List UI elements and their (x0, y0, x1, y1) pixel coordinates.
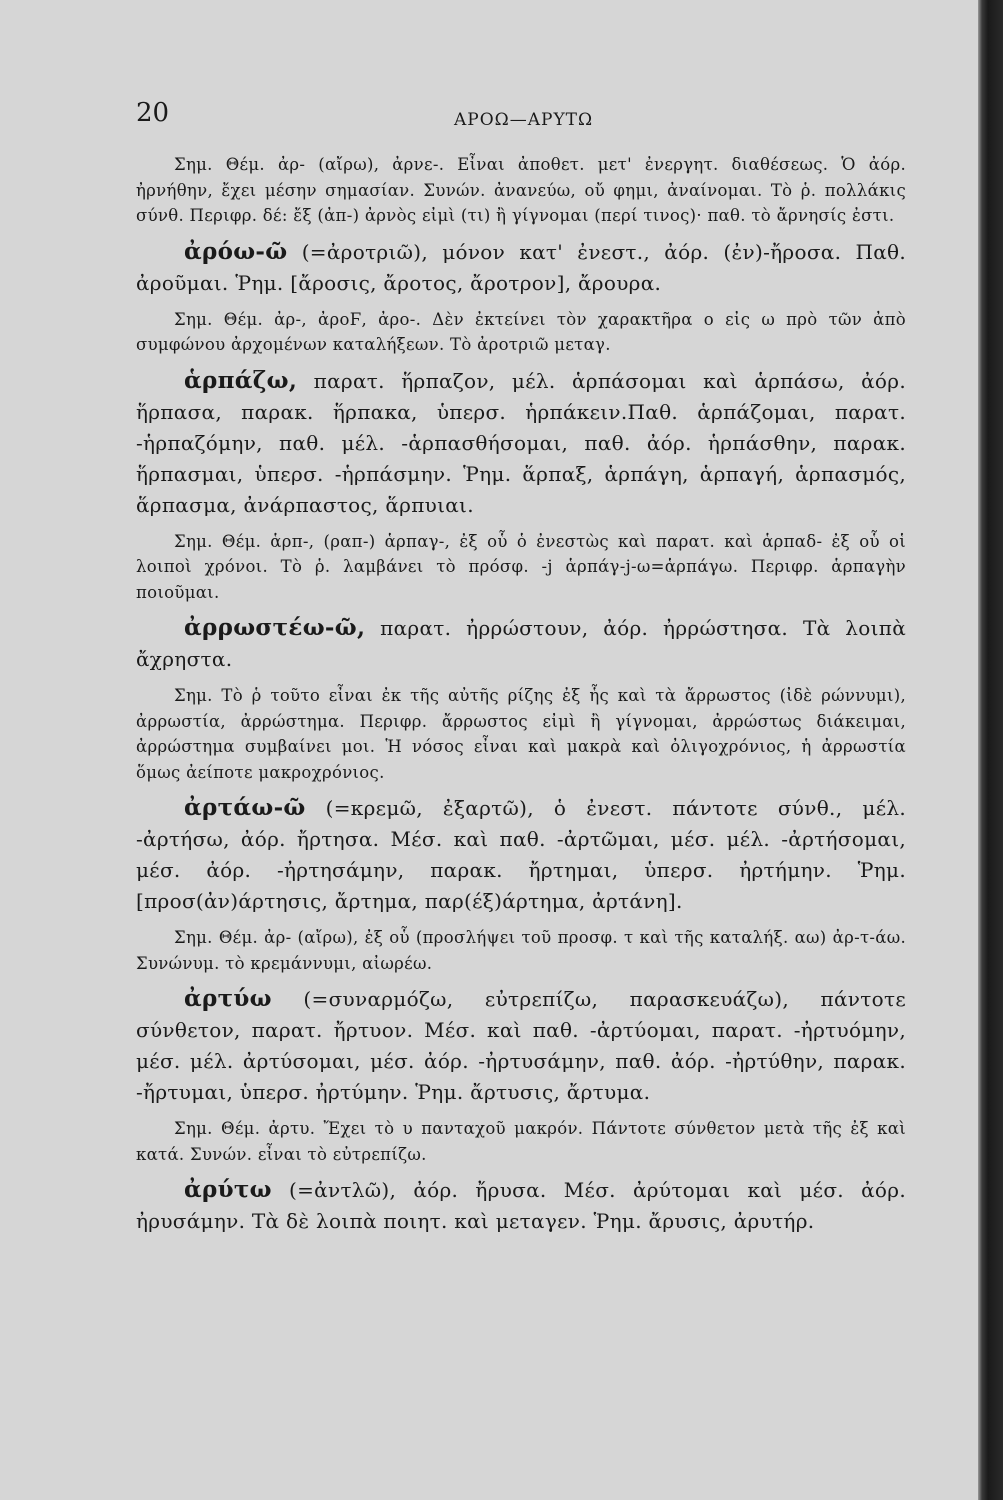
grammar-note (136, 1116, 906, 1167)
entry-text: (=ἀροτριῶ), μόνον κατ' ἐνεστ., ἀόρ. (ἐν)-ἤροσα. Παθ. ἀροῦμαι. Ῥημ. [ἄροσις, ἄροτος, ἄροτρον], ἄρουρα. (136, 239, 906, 295)
headword: ἀρτάω-ῶ (184, 794, 306, 821)
dictionary-content (136, 152, 906, 1237)
grammar-note (136, 925, 906, 976)
dictionary-entry (136, 612, 906, 675)
headword: ἀρτύω (184, 985, 272, 1012)
entry-text: (=συναρμόζω, εὐτρεπίζω, παρασκευάζω), πάντοτε σύνθετον, παρατ. ἤρτυον. Μέσ. καὶ παθ. -ἀρτύομαι, παρατ. -ἠρτυόμην, μέσ. μέλ. ἀρτύσομαι, μέσ. ἀόρ. -ἠρτυσάμην, παθ. ἀόρ. -ἠρτύθην, παρακ. -ἤρτυμαι, ὑπερσ. ἠρτύμην. Ῥημ. ἄρτυσις, ἄρτυμα. (136, 987, 906, 1104)
note-text: Σημ. Τὸ ῥ τοῦτο εἶναι ἐκ τῆς αὐτῆς ρίζης ἐξ ἧς καὶ τὰ ἄρρωστος (ἰδὲ ρώννυμι), ἀρρωστία, ἀρρώστημα. Περιφρ. ἄρρωστος εἰμὶ ἢ γίγνομαι, ἀρρώστως διάκειμαι, ἀρρώστημα συμβαίνει μοι. Ἡ νόσος εἶναι καὶ μακρὰ καὶ ὀλιγοχρόνιος, ἡ ἀρρωστία ὅμως ἀείποτε μακροχρόνιος. (136, 686, 906, 782)
page-number: 20 (136, 98, 170, 128)
entry-text: (=ἀντλῶ), ἀόρ. ἤρυσα. Μέσ. ἀρύτομαι καὶ μέσ. ἀόρ. ἠρυσάμην. Τὰ δὲ λοιπὰ ποιητ. καὶ μεταγεν. Ῥημ. ἄρυσις, ἀρυτήρ. (136, 1178, 906, 1233)
entry-text: παρατ. ἥρπαζον, μέλ. ἁρπάσομαι καὶ ἁρπάσω, ἀόρ. ἥρπασα, παρακ. ἥρπακα, ὑπερσ. ἡρπάκειν.Παθ. ἁρπάζομαι, παρατ. -ἡρπαζόμην, παθ. μέλ. -ἁρπασθήσομαι, παθ. ἀόρ. ἡρπάσθην, παρακ. ἥρπασμαι, ὑπερσ. -ἡρπάσμην. Ῥημ. ἅρπαξ, ἁρπάγη, ἁρπαγή, ἁρπασμός, ἅρπασμα, ἀνάρπαστος, ἅρπυιαι. (136, 368, 906, 517)
grammar-note (136, 683, 906, 785)
page-edge-shadow (978, 0, 1003, 1500)
headword: ἀρύτω (184, 1176, 272, 1203)
running-head: ΑΡΟΩ—ΑΡΥΤΩ (454, 110, 594, 130)
note-text: Σημ. Θέμ. ἀρ-, ἀροϜ, ἀρο-. Δὲν ἐκτείνει τὸν χαρακτῆρα ο εἰς ω πρὸ τῶν ἀπὸ συμφώνου ἀρχομένων καταλήξεων. Τὸ ἀροτριῶ μεταγ. (136, 309, 906, 354)
dictionary-entry (136, 236, 906, 299)
dictionary-entry (136, 1174, 906, 1237)
note-text: Σημ. Θέμ. ἀρ- (αἴρω), ἐξ οὗ (προσλήψει τοῦ προσφ. τ καὶ τῆς καταλήξ. αω) ἀρ-τ-άω. Συνώνυμ. τὸ κρεμάννυμι, αἰωρέω. (136, 928, 906, 973)
grammar-note (136, 529, 906, 606)
entry-text: (=κρεμῶ, ἐξαρτῶ), ὁ ἐνεστ. πάντοτε σύνθ., μέλ. -ἀρτήσω, ἀόρ. ἤρτησα. Μέσ. καὶ παθ. -ἀρτῶμαι, μέσ. μέλ. -ἀρτήσομαι, μέσ. ἀόρ. -ἠρτησάμην, παρακ. ἤρτημαι, ὑπερσ. ἠρτήμην. Ῥημ. [προσ(ἀν)άρτησις, ἄρτημα, παρ(έξ)άρτημα, ἀρτάνη]. (136, 796, 906, 913)
dictionary-entry (136, 983, 906, 1108)
grammar-note (136, 307, 906, 358)
note-text: Σημ. Θέμ. ἀρτυ. Ἔχει τὸ υ πανταχοῦ μακρόν. Πάντοτε σύνθετον μετὰ τῆς ἐξ καὶ κατά. Συνών. εἶναι τὸ εὐτρεπίζω. (136, 1119, 906, 1164)
headword: ἁρπάζω, (184, 366, 298, 394)
entry-text: παρατ. ἠρρώστουν, ἀόρ. ἠρρώστησα. Τὰ λοιπὰ ἄχρηστα. (136, 616, 906, 671)
page-header (136, 98, 906, 138)
note-text: Σημ. Θέμ. ἀρ- (αἴρω), ἀρνε-. Εἶναι ἀποθετ. μετ' ἐνεργητ. διαθέσεως. Ὁ ἀόρ. ἠρνήθην, ἔχει μέσην σημασίαν. Συνών. ἀνανεύω, οὔ φημι, ἀναίνομαι. Τὸ ῥ. πολλάκις σύνθ. Περιφρ. δέ: ἔξ (ἀπ-) ἀρνὸς εἰμὶ (τι) ἢ γίγνομαι (περί τινος)· παθ. τὸ ἄρνησίς ἐστι. (136, 155, 906, 225)
dictionary-entry (136, 792, 906, 917)
note-text: Σημ. Θέμ. ἁρπ-, (ραπ-) ἁρπαγ-, ἐξ οὗ ὁ ἐνεστὼς καὶ παρατ. καὶ ἁρπαδ- ἐξ οὗ οἱ λοιποὶ χρόνοι. Τὸ ῥ. λαμβάνει τὸ πρόσφ. -j ἁρπάγ-j-ω=ἁρπάγω. Περιφρ. ἁρπαγὴν ποιοῦμαι. (136, 531, 906, 602)
headword: ἀρρωστέω-ῶ, (184, 614, 366, 641)
headword: ἀρόω-ῶ (184, 237, 288, 265)
dictionary-entry (136, 365, 906, 521)
grammar-note (136, 152, 906, 229)
